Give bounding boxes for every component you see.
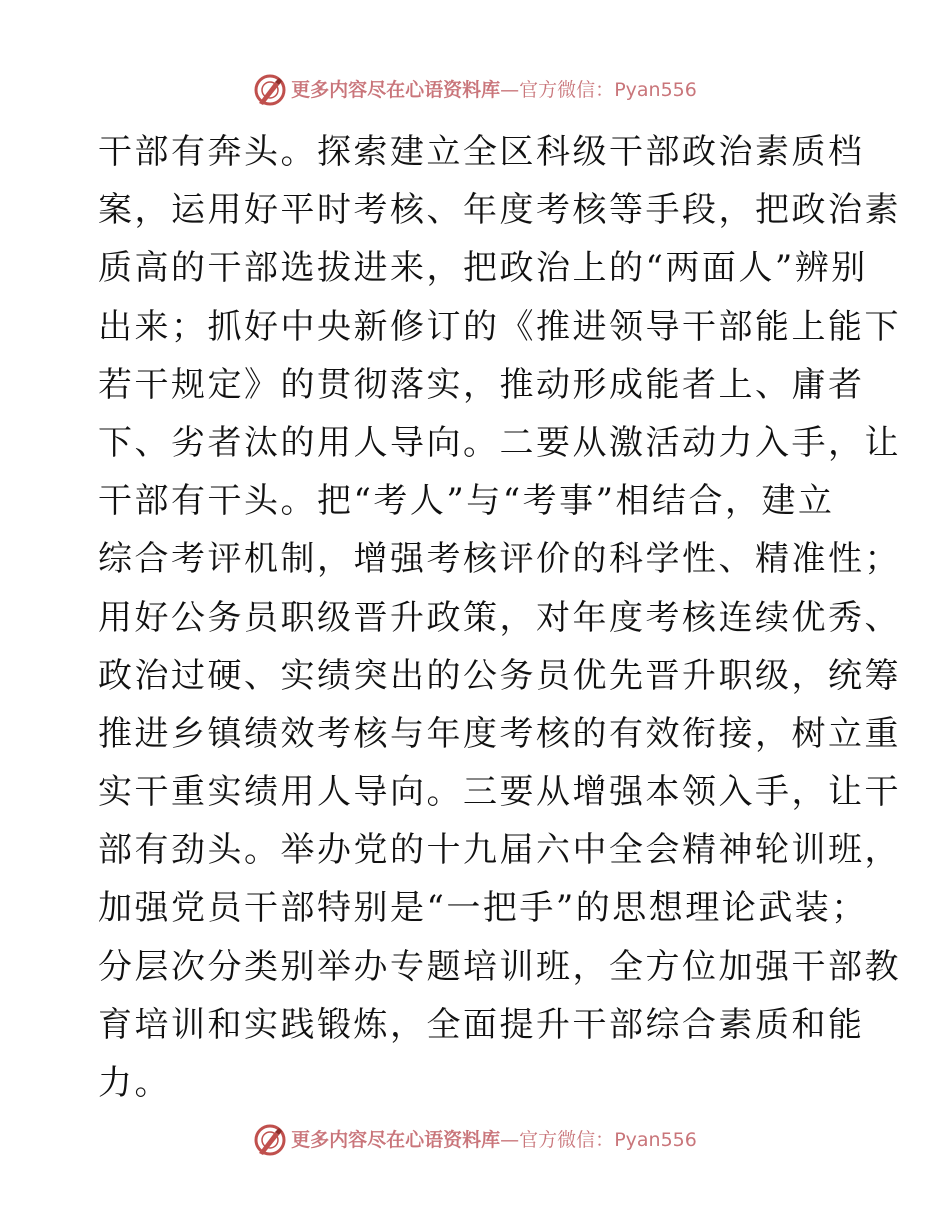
body-line: 干部有干头。把“考人”与“考事”相结合，建立 (98, 481, 835, 522)
footer-banner (0, 1120, 950, 1160)
body-line: 力。 (98, 1063, 171, 1103)
document-body (98, 123, 901, 1112)
footer-wechat-label: 官方微信： (519, 1129, 615, 1151)
footer-dash: — (500, 1129, 520, 1151)
body-line: 实干重实绩用人导向。三要从增强本领入手，让干 (98, 772, 901, 813)
body-line: 用好公务员职级晋升政策，对年度考核连续优秀、 (98, 597, 901, 638)
body-line: 推进乡镇绩效考核与年度考核的有效衔接，树立重 (98, 713, 901, 754)
body-line: 案，运用好平时考核、年度考核等手段，把政治素 (98, 190, 901, 231)
footer-main-text: 更多内容尽在心语资料库 (291, 1129, 501, 1151)
body-line: 若干规定》的贯彻落实，推动形成能者上、庸者 (98, 364, 865, 405)
body-line: 育培训和实践锻炼，全面提升干部综合素质和能 (98, 1004, 865, 1045)
body-line: 干部有奔头。探索建立全区科级干部政治素质档 (98, 132, 865, 172)
pen-logo-icon (253, 73, 287, 107)
header-main-text: 更多内容尽在心语资料库 (291, 79, 501, 101)
header-dash: — (500, 79, 520, 101)
body-line: 部有劲头。举办党的十九届六中全会精神轮训班， (98, 830, 901, 871)
footer-text (291, 1123, 697, 1157)
body-line: 政治过硬、实绩突出的公务员优先晋升职级，统筹 (98, 655, 901, 696)
body-line: 出来；抓好中央新修订的《推进领导干部能上能下 (98, 306, 901, 347)
header-banner (0, 70, 950, 110)
footer-wechat-id: Pyan556 (614, 1129, 697, 1151)
body-line: 分层次分类别举办专题培训班，全方位加强干部教 (98, 946, 901, 987)
body-line: 下、劣者汰的用人导向。二要从激活动力入手，让 (98, 422, 901, 463)
body-line: 加强党员干部特别是“一把手”的思想理论武装； (98, 888, 868, 929)
body-line: 质高的干部选拔进来，把政治上的“两面人”辨别 (98, 248, 868, 289)
header-wechat-label: 官方微信： (519, 79, 615, 101)
pen-logo-icon (253, 1123, 287, 1157)
body-line: 综合考评机制，增强考核评价的科学性、精准性； (98, 539, 901, 580)
header-wechat-id: Pyan556 (614, 79, 697, 101)
header-text (291, 73, 697, 107)
